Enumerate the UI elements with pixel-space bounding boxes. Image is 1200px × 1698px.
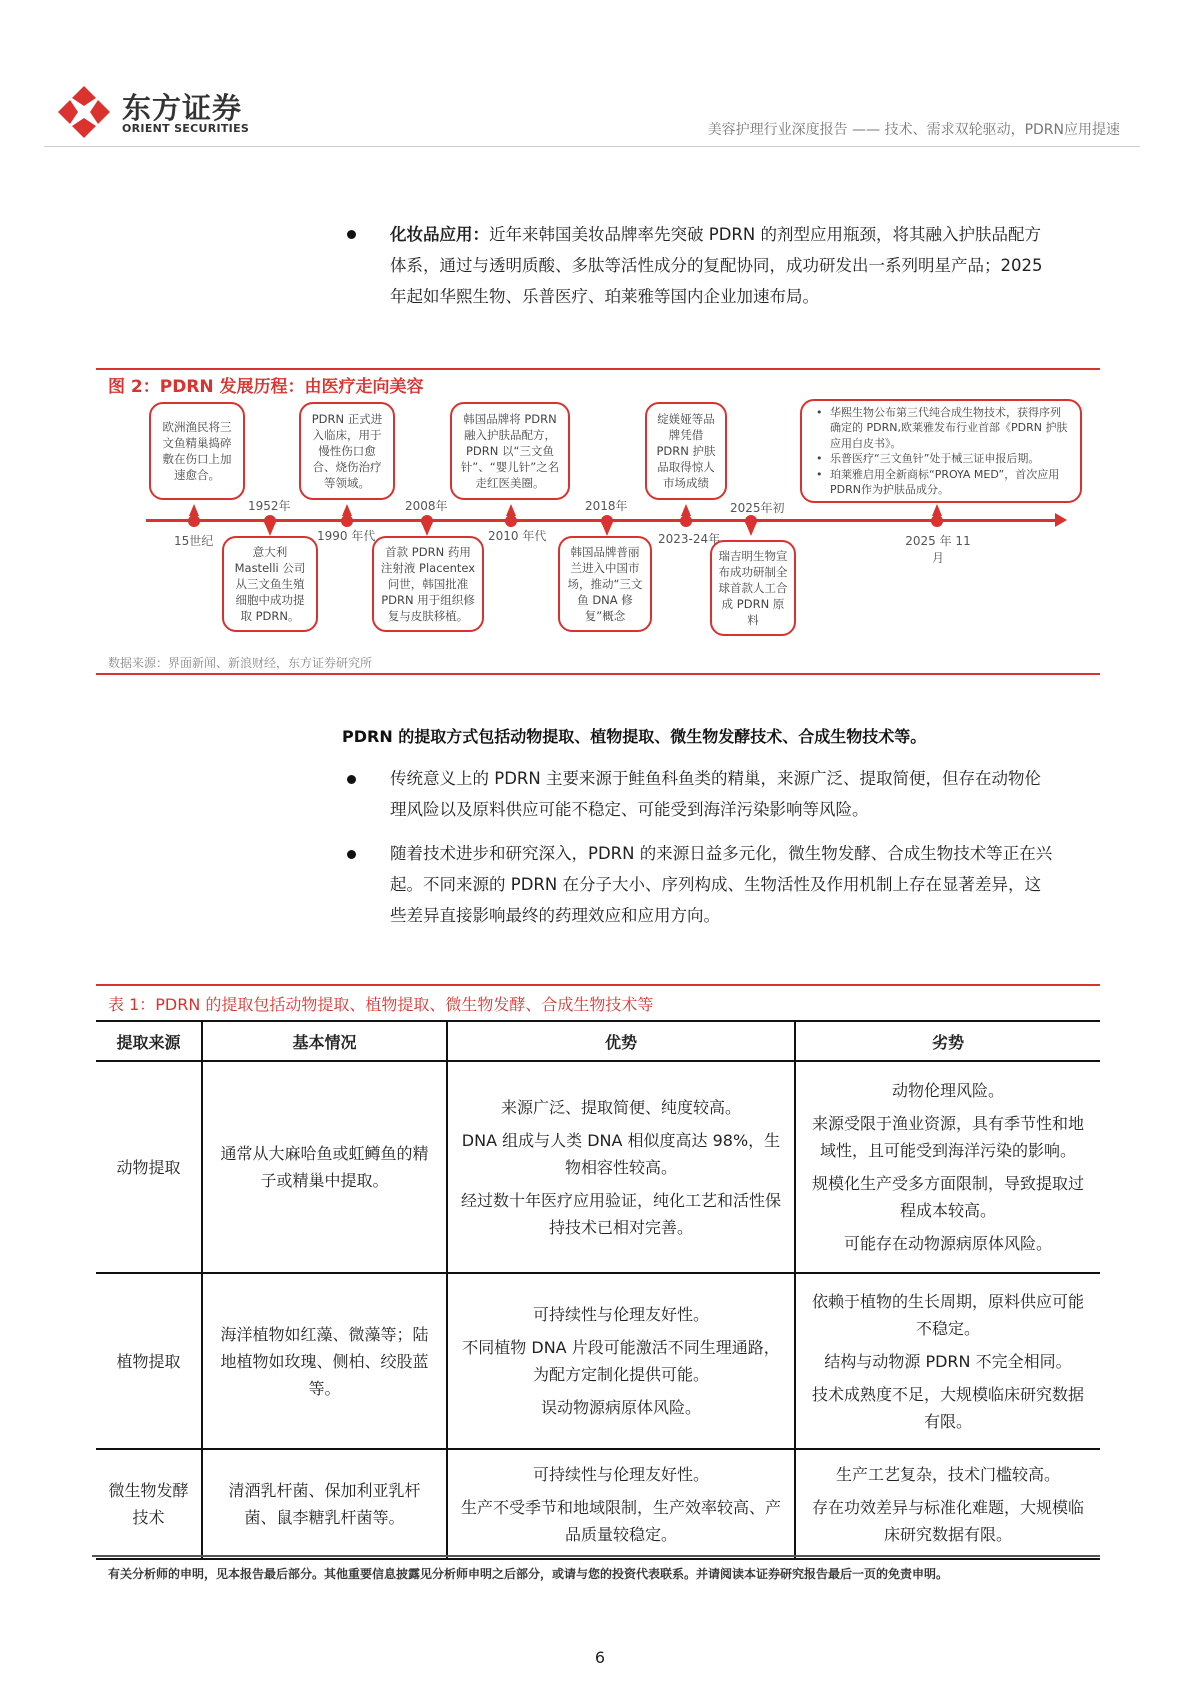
timeline-event-2008: 首款 PDRN 药用注射液 Placentex 问世，韩国批准 PDRN 用于组织修复与皮肤移植。 [372,536,484,632]
timeline-event-2025-early: 瑞吉明生物宣布成功研制全球首款人工合成 PDRN 原料 [710,540,796,636]
intro-lead: 化妆品应用： [390,225,489,244]
timeline-event-1990s: PDRN 正式进入临床，用于慢性伤口愈合、烧伤治疗等领域。 [299,402,395,500]
logo-english-name: ORIENT SECURITIES [122,122,250,135]
figure-bottom-rule [96,673,1100,675]
section-heading: PDRN 的提取方式包括动物提取、植物提取、微生物发酵技术、合成生物技术等。 [342,727,927,746]
bullet-icon [347,850,356,859]
table-row [96,1449,1100,1559]
timeline-node [188,515,200,527]
source-cell: 动物提取 [96,1061,202,1273]
timeline-label: 1990 年代 [317,529,376,543]
pros-cell: 来源广泛、提取简便、纯度较高。 DNA 组成与人类 DNA 相似度高达 98%，生物相容性较高。 经过数十年医疗应用验证，纯化工艺和活性保持技术已相对完善。 [447,1061,795,1273]
column-header: 基本情况 [202,1021,447,1061]
intro-paragraph: 化妆品应用：近年来韩国美妆品牌率先突破 PDRN 的剂型应用瓶颈，将其融入护肤品配方 体系，通过与透明质酸、多肽等活性成分的复配协同，成功研发出一系列明星产品；2025 年起如华熙生物、乐普医疗、珀莱雅等国内企业加速布局。 [390,225,1043,306]
logo-chinese-name: 东方证券 [122,91,243,125]
cons-cell: 依赖于植物的生长周期，原料供应可能不稳定。 结构与动物源 PDRN 不完全相同。 技术成熟度不足，大规模临床研究数据有限。 [795,1273,1100,1449]
table-row [96,1061,1100,1273]
timeline-arrow-icon [1055,513,1067,527]
basic-cell: 海洋植物如红藻、微藻等；陆地植物如玫瑰、侧柏、绞股蓝等。 [202,1273,447,1449]
figure-source: 数据来源：界面新闻、新浪财经，东方证券研究所 [108,656,373,670]
event-bullet-list: • 华熙生物公布第三代纯合成生物技术，获得序列确定的 PDRN,欧莱雅发布行业首部《PDRN 护肤应用白皮书》。 • 乐普医疗“三文鱼针”处于械三证申报后期。 • 珀莱雅启用全新商标“PROYA MED”，首次应用PDRN作为护肤品成分。 [812,405,1070,498]
body-paragraph: 随着技术进步和研究深入，PDRN 的来源日益多元化，微生物发酵、合成生物技术等正在兴 起。不同来源的 PDRN 在分子大小、序列构成、生物活性及作用机制上存在显著差异，这 些差异直接影响最终的药理效应和应用方向。 [390,844,1053,925]
source-cell: 微生物发酵技术 [96,1449,202,1559]
orient-logo-icon [56,84,112,140]
timeline-label: 2025年初 [730,501,785,515]
column-header: 提取来源 [96,1021,202,1061]
table-title: 表 1：PDRN 的提取包括动物提取、植物提取、微生物发酵、合成生物技术等 [108,995,654,1014]
column-header: 优势 [447,1021,795,1061]
timeline-node [931,515,943,527]
footer-divider [92,1555,1100,1557]
timeline-label: 2023-24年 [658,532,721,546]
timeline-pin-icon [422,524,432,536]
company-logo [56,82,256,142]
timeline-event-2025-nov [800,399,1082,503]
extraction-methods-table [96,1020,1100,1560]
table-top-rule [96,984,1100,986]
column-header: 劣势 [795,1021,1100,1061]
timeline-event-1952: 意大利 Mastelli 公司从三文鱼生殖细胞中成功提取 PDRN。 [222,536,318,632]
page-number: 6 [594,1648,606,1667]
disclaimer-text: 有关分析师的申明，见本报告最后部分。其他重要信息披露见分析师申明之后部分，或请与您的投资代表联系。并请阅读本证券研究报告最后一页的免责申明。 [108,1567,949,1581]
body-paragraph: 传统意义上的 PDRN 主要来源于鲑鱼科鱼类的精巢，来源广泛、提取简便，但存在动物伦 理风险以及原料供应可能不稳定、可能受到海洋污染影响等风险。 [390,769,1041,819]
timeline-pin-icon [746,524,756,536]
figure-top-rule [96,368,1100,370]
figure-title: 图 2：PDRN 发展历程：由医疗走向美容 [108,377,424,397]
timeline-node [505,515,517,527]
timeline-node [341,515,353,527]
timeline-label: 2010 年代 [488,529,547,543]
bullet-icon [347,775,356,784]
timeline-node [680,515,692,527]
report-title: 美容护理行业深度报告 —— 技术、需求双轮驱动，PDRN应用提速 [707,122,1120,138]
timeline-event-15th-century: 欧洲渔民将三文鱼精巢捣碎敷在伤口上加速愈合。 [149,402,245,500]
basic-cell: 清酒乳杆菌、保加利亚乳杆菌、鼠李糖乳杆菌等。 [202,1449,447,1559]
table-header-row [96,1021,1100,1061]
timeline-label: 2025 年 11 月 [905,534,971,565]
table-row [96,1273,1100,1449]
cons-cell: 生产工艺复杂，技术门槛较高。 存在功效差异与标准化难题，大规模临床研究数据有限。 [795,1449,1100,1559]
basic-cell: 通常从大麻哈鱼或虹鳟鱼的精子或精巢中提取。 [202,1061,447,1273]
timeline-event-2018: 韩国品牌普丽兰进入中国市场，推动“三文鱼 DNA 修复”概念 [558,536,652,632]
timeline-event-2010s: 韩国品牌将 PDRN 融入护肤品配方，PDRN 以“三文鱼针”、“婴儿针”之名走红医美圈。 [450,402,570,500]
timeline-event-2023-24: 绽媄娅等品牌凭借 PDRN 护肤品取得惊人市场成绩 [645,402,727,500]
header-divider [44,146,1140,147]
timeline-pin-icon [265,524,275,536]
timeline-pin-icon [602,524,612,536]
timeline-label: 2008年 [405,499,448,513]
timeline-label: 2018年 [585,499,628,513]
bullet-icon [347,230,356,239]
pros-cell: 可持续性与伦理友好性。 不同植物 DNA 片段可能激活不同生理通路，为配方定制化提供可能。 误动物源病原体风险。 [447,1273,795,1449]
cons-cell: 动物伦理风险。 来源受限于渔业资源，具有季节性和地域性，且可能受到海洋污染的影响。 规模化生产受多方面限制，导致提取过程成本较高。 可能存在动物源病原体风险。 [795,1061,1100,1273]
pros-cell: 可持续性与伦理友好性。 生产不受季节和地域限制，生产效率较高、产品质量较稳定。 [447,1449,795,1559]
timeline-label: 15世纪 [174,534,214,548]
source-cell: 植物提取 [96,1273,202,1449]
timeline-label: 1952年 [248,499,291,513]
